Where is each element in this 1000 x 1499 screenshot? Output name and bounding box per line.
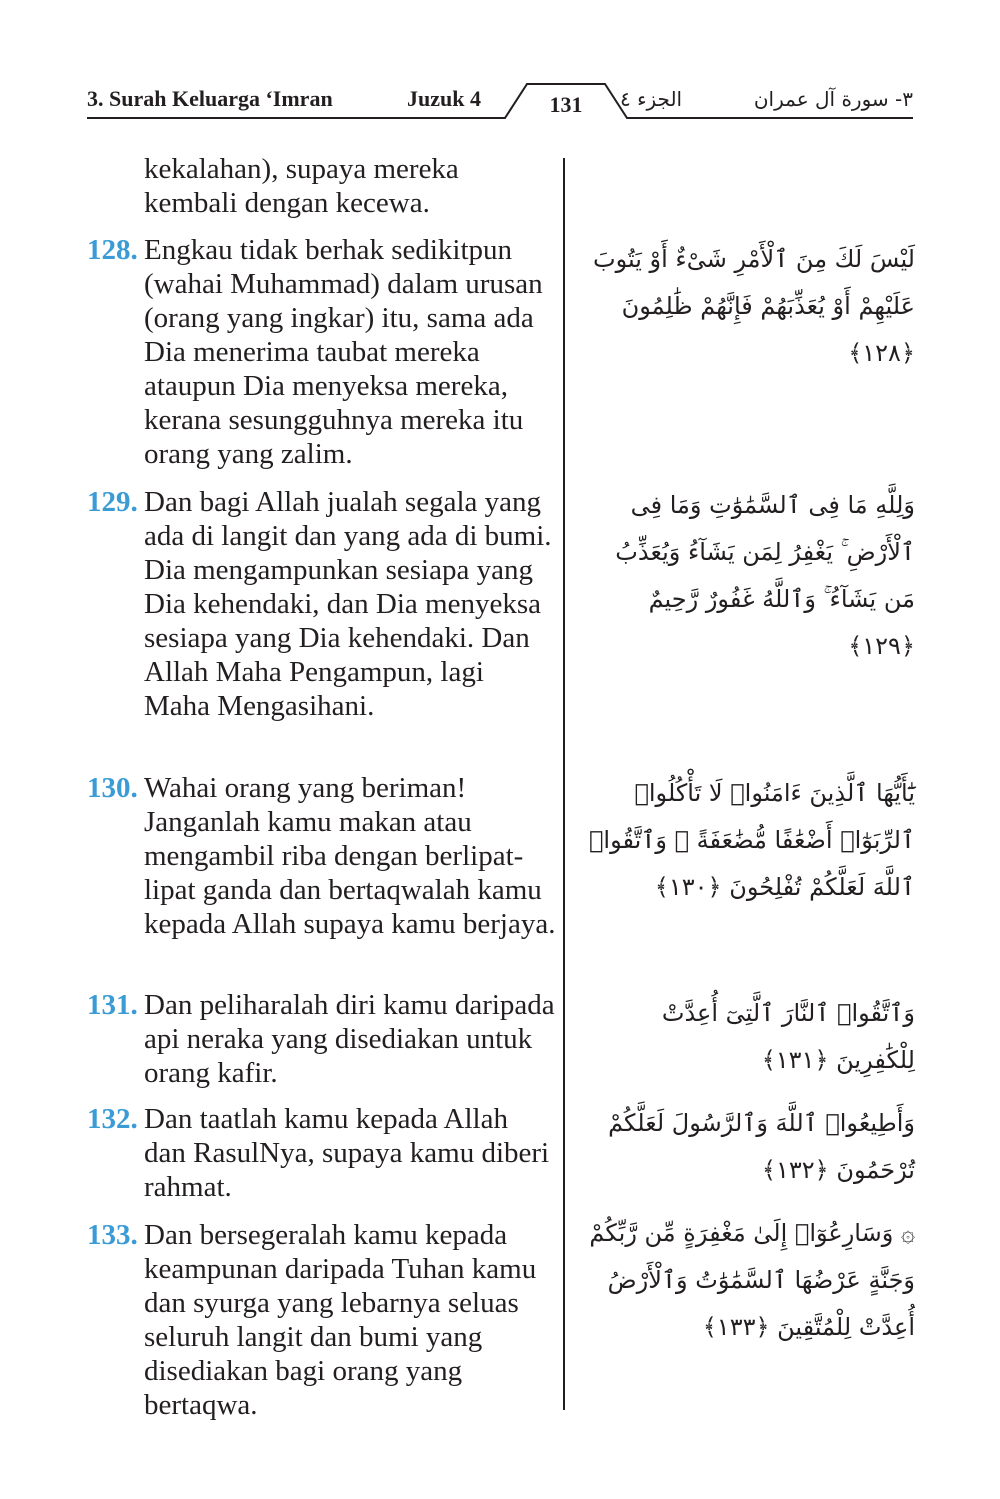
verse-131-arabic: وَٱتَّقُوا۟ ٱلنَّارَ ٱلَّتِىٓ أُعِدَّتْ لِلْكَٰفِرِينَ ﴿١٣١﴾ (661, 999, 915, 1074)
verse-130-arabic: يَٰٓأَيُّهَا ٱلَّذِينَ ءَامَنُوا۟ لَا تَأْكُلُوا۟ ٱلرِّبَوٰٓا۟ أَضْعَٰفًا مُّضَٰعَفَةً ۖ وَٱتَّقُوا۟ ٱللَّهَ لَعَلَّكُمْ تُفْلِحُونَ ﴿١٣٠﴾ (589, 779, 915, 901)
verse-translation: Engkau tidak berhak sedikitpun (wahai Muhammad) dalam urusan (orang yang ingkar) itu, sama ada Dia menerima taubat mereka ataupun Dia menyeksa mereka, kerana sesungguhnya mereka itu orang yang zalim. (144, 234, 543, 470)
verse-131-translation (87, 988, 557, 1090)
verse-translation: Dan bersegeralah kamu kepada keampunan daripada Tuhan kamu dan syurga yang lebarnya seluas seluruh langit dan bumi yang disediakan bagi orang yang bertaqwa. (144, 1219, 537, 1421)
verse-number: 133. (87, 1219, 138, 1251)
verse-translation: Wahai orang yang beriman! Janganlah kamu makan atau mengambil riba dengan berlipat-lipat ganda dan bertaqwalah kamu kepada Allah supaya kamu berjaya. (144, 772, 556, 940)
verse-number: 131. (87, 989, 138, 1021)
continuation-body: kekalahan), supaya mereka kembali dengan kecewa. (144, 153, 459, 219)
verse-number: 132. (87, 1103, 138, 1135)
column-divider (563, 158, 565, 1410)
verse-132-arabic: وَأَطِيعُوا۟ ٱللَّهَ وَٱلرَّسُولَ لَعَلَّكُمْ تُرْحَمُونَ ﴿١٣٢﴾ (608, 1109, 915, 1184)
page-header (0, 0, 1000, 130)
verse-128-translation (87, 233, 557, 471)
verse-translation: Dan bagi Allah jualah segala yang ada di langit dan yang ada di bumi. Dia mengampunkan sesiapa yang Dia kehendaki, dan Dia menyeksa sesiapa yang Dia kehendaki. Dan Allah Maha Pengampun, lagi Maha Mengasihani. (144, 486, 552, 722)
verse-133-arabic: ۞ وَسَارِعُوٓا۟ إِلَىٰ مَغْفِرَةٍ مِّن رَّبِّكُمْ وَجَنَّةٍ عَرْضُهَا ٱلسَّمَٰوَٰتُ وَٱلْأَرْضُ أُعِدَّتْ لِلْمُتَّقِينَ ﴿١٣٣﴾ (589, 1219, 915, 1341)
header-juzuk-arabic: الجزء ٤ (620, 87, 683, 111)
verse-number: 128. (87, 234, 138, 266)
verse-translation: Dan taatlah kamu kepada Allah dan RasulNya, supaya kamu diberi rahmat. (144, 1103, 550, 1203)
verse-number: 130. (87, 772, 138, 804)
header-juzuk-latin: Juzuk 4 (407, 86, 481, 111)
verse-133-translation (87, 1218, 557, 1422)
verse-128-arabic: لَيْسَ لَكَ مِنَ ٱلْأَمْرِ شَىْءٌ أَوْ يَتُوبَ عَلَيْهِمْ أَوْ يُعَذِّبَهُمْ فَإِنَّهُمْ ظَٰلِمُونَ ﴿١٢٨﴾ (592, 245, 915, 367)
header-surah-latin: 3. Surah Keluarga ‘Imran (87, 86, 333, 111)
verse-129-arabic: وَلِلَّهِ مَا فِى ٱلسَّمَٰوَٰتِ وَمَا فِى ٱلْأَرْضِ ۚ يَغْفِرُ لِمَن يَشَآءُ وَيُعَذِّبُ مَن يَشَآءُ ۚ وَٱللَّهُ غَفُورٌ رَّحِيمٌ ﴿١٢٩﴾ (615, 491, 915, 660)
verse-129-translation (87, 485, 557, 723)
page-number: 131 (549, 92, 583, 117)
verse-130-translation (87, 771, 557, 941)
verse-translation: Dan peliharalah diri kamu daripada api neraka yang disediakan untuk orang kafir. (144, 989, 555, 1089)
continuation-text (87, 152, 557, 220)
verse-132-translation (87, 1102, 557, 1204)
header-surah-arabic: ٣- سورة آل عمران (753, 87, 913, 111)
verse-number: 129. (87, 486, 138, 518)
